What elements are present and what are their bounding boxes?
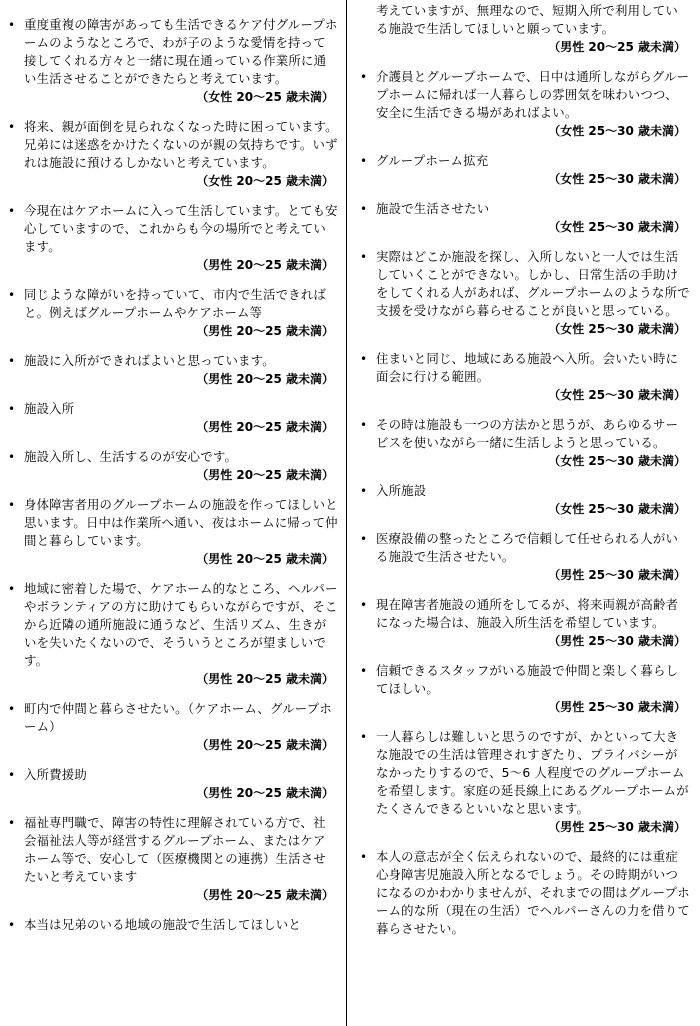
comment-text: 住まいと同じ、地域にある施設へ入所。会いたい時に面会に行ける範囲。 (376, 351, 679, 384)
respondent-attribute: （女性 25～30 歳未満） (548, 454, 686, 468)
comment-item (6, 286, 338, 340)
comment-item (6, 448, 338, 484)
comment-text: 入所費援助 (24, 767, 87, 782)
comment-text: 介護員とグループホームで、日中は通所しながらグループホームに帰れば一人暮らしの雰囲気を味わいつつ、安全に生活できる場があればよい。 (376, 69, 690, 120)
column-divider (346, 0, 347, 1026)
comment-item (6, 400, 338, 436)
bullet-icon: • (360, 352, 368, 366)
left-column (6, 0, 338, 946)
respondent-attribute: （男性 20～25 歳未満） (196, 888, 334, 902)
bullet-icon: • (8, 204, 16, 218)
respondent-attribute: （男性 20～25 歳未満） (196, 258, 334, 272)
comment-item (358, 350, 690, 404)
comment-text: 信頼できるスタッフがいる施設で仲間と楽しく暮らしてほしい。 (376, 663, 679, 696)
comment-item (6, 580, 338, 688)
comment-item (358, 530, 690, 584)
comment-text: グループホーム拡充 (376, 153, 489, 168)
respondent-attribute: （男性 20～25 歳未満） (196, 552, 334, 566)
bullet-icon: • (8, 402, 16, 416)
right-column (358, 0, 690, 950)
respondent-attribute: （女性 20～25 歳未満） (196, 90, 334, 104)
comment-text: 施設入所し、生活するのが安心です。 (24, 449, 238, 464)
respondent-attribute: （男性 20～25 歳未満） (196, 738, 334, 752)
comment-item (358, 662, 690, 716)
respondent-attribute: （女性 25～30 歳未満） (548, 388, 686, 402)
comment-text: 施設で生活させたい (376, 201, 490, 216)
respondent-attribute: （女性 25～30 歳未満） (548, 502, 686, 516)
bullet-icon: • (360, 418, 368, 432)
bullet-icon: • (8, 498, 16, 512)
bullet-icon: • (360, 250, 368, 264)
comment-text: 将来、親が面倒を見られなくなった時に困っています。兄弟には迷惑をかけたくないのが親の気持ちです。いずれは施設に預けるしかないと考えています。 (24, 119, 338, 170)
bullet-icon: • (360, 730, 368, 744)
bullet-icon: • (360, 664, 368, 678)
bullet-icon: • (8, 582, 16, 596)
respondent-attribute: （女性 25～30 歳未満） (548, 322, 686, 336)
respondent-attribute: （男性 20～25 歳未満） (196, 468, 334, 482)
comment-text: 福祉専門職で、障害の特性に理解されている方で、社会福祉法人等が経営するグループホーム、またはケアホーム等で、安心して（医療機関との連携）生活させたいと考えています (24, 815, 326, 884)
comment-item (6, 202, 338, 274)
bullet-icon: • (8, 768, 16, 782)
bullet-icon: • (8, 354, 16, 368)
bullet-icon: • (360, 154, 368, 168)
comment-text: 考えていますが、無理なので、短期入所で利用している施設で生活してほしいと願っています。 (376, 3, 678, 36)
bullet-icon: • (8, 120, 16, 134)
comment-text: その時は施設も一つの方法かと思うが、あらゆるサービスを使いながら一緒に生活しようと思っている。 (376, 417, 679, 450)
comment-text: 現在障害者施設の通所をしてるが、将来両親が高齢者になった場合は、施設入所生活を希望しています。 (376, 597, 679, 630)
respondent-attribute: （女性 20～25 歳未満） (196, 174, 334, 188)
comment-text: 医療設備の整ったところで信頼して任せられる人がいる施設で生活させたい。 (376, 531, 679, 564)
comment-item (6, 118, 338, 190)
left-comment-list (6, 16, 338, 934)
comment-item (6, 352, 338, 388)
bullet-icon: • (8, 450, 16, 464)
comment-text: 本当は兄弟のいる地域の施設で生活してほしいと (24, 917, 301, 932)
comment-text: 今現在はケアホームに入って生活しています。とても安心していますので、これからも今の場所でと考えています。 (24, 203, 338, 254)
comment-item (358, 2, 690, 56)
bullet-icon: • (8, 18, 16, 32)
respondent-attribute: （男性 25～30 歳未満） (548, 568, 686, 582)
comment-item (358, 68, 690, 140)
comment-text: 本人の意志が全く伝えられないので、最終的には重症心身障害児施設入所となるでしょう。その時期がいつになるのかわかりませんが、それまでの間はグループホーム的な所（現在の生活）でヘルパーさんの力を借りて暮らさせたい。 (376, 849, 690, 936)
comment-item (358, 152, 690, 188)
comment-item (358, 482, 690, 518)
comment-item (358, 848, 690, 938)
comment-text: 同じような障がいを持っていて、市内で生活できればと。例えばグループホームやケアホーム等 (24, 287, 326, 320)
bullet-icon: • (8, 702, 16, 716)
comment-text: 実際はどこか施設を探し、入所しないと一人では生活していくことができない。しかし、日常生活の手助けをしてくれる人があれば、グループホームのような所で支援を受けながら暮らせることが良いと思っている。 (376, 249, 690, 318)
bullet-icon: • (8, 288, 16, 302)
right-comment-list (358, 2, 690, 938)
comment-item (6, 916, 338, 934)
comment-text: 一人暮らしは難しいと思うのですが、かといって大きな施設での生活は管理されすぎたり、プライバシーがなかったりするので、5～6 人程度でのグループホームを希望します。家庭の延長線上にあるグループホームがたくさんできるといいなと思います。 (376, 729, 689, 816)
comment-text: 入所施設 (376, 483, 427, 498)
comment-item (358, 200, 690, 236)
comment-item (358, 416, 690, 470)
respondent-attribute: （女性 25～30 歳未満） (548, 124, 686, 138)
respondent-attribute: （男性 25～30 歳未満） (548, 700, 686, 714)
bullet-icon: • (360, 532, 368, 546)
comment-text: 施設入所 (24, 401, 75, 416)
respondent-attribute: （女性 25～30 歳未満） (548, 172, 686, 186)
comment-item (6, 16, 338, 106)
comment-item (6, 814, 338, 904)
bullet-icon: • (360, 850, 368, 864)
comment-text: 重度重複の障害があっても生活できるケア付グループホームのようなところで、わが子のような愛情を持って接してくれる方々と一緒に現在通っている作業所に通い生活させることができたらと考えています。 (24, 17, 338, 86)
respondent-attribute: （男性 20～25 歳未満） (548, 40, 686, 54)
bullet-icon: • (360, 598, 368, 612)
respondent-attribute: （男性 25～30 歳未満） (548, 820, 686, 834)
respondent-attribute: （女性 25～30 歳未満） (548, 220, 686, 234)
comment-text: 施設に入所ができればよいと思っています。 (24, 353, 275, 368)
respondent-attribute: （男性 20～25 歳未満） (196, 372, 334, 386)
bullet-icon: • (360, 70, 368, 84)
comment-item (358, 248, 690, 338)
comment-item (6, 496, 338, 568)
comment-item (6, 700, 338, 754)
comment-item (6, 766, 338, 802)
respondent-attribute: （男性 25～30 歳未満） (548, 634, 686, 648)
respondent-attribute: （男性 20～25 歳未満） (196, 786, 334, 800)
respondent-attribute: （男性 20～25 歳未満） (196, 324, 334, 338)
comment-text: 町内で仲間と暮らさせたい。（ケアホーム、グループホーム） (24, 701, 332, 734)
comment-text: 地域に密着した場で、ケアホーム的なところ、ヘルパーやボランティアの方に助けてもらいながらですが、そこから近隣の通所施設に通うなど、生活リズム、生きがいを失いたくないので、そういうところが望ましいです。 (24, 581, 338, 668)
respondent-attribute: （男性 20～25 歳未満） (196, 420, 334, 434)
comment-text: 身体障害者用のグループホームの施設を作ってほしいと思います。日中は作業所へ通い、夜はホームに帰って仲間と暮らしています。 (24, 497, 338, 548)
bullet-icon: • (360, 202, 368, 216)
comment-item (358, 728, 690, 836)
bullet-icon: • (8, 918, 16, 932)
comment-item (358, 596, 690, 650)
respondent-attribute: （男性 20～25 歳未満） (196, 672, 334, 686)
bullet-icon: • (8, 816, 16, 830)
bullet-icon: • (360, 484, 368, 498)
